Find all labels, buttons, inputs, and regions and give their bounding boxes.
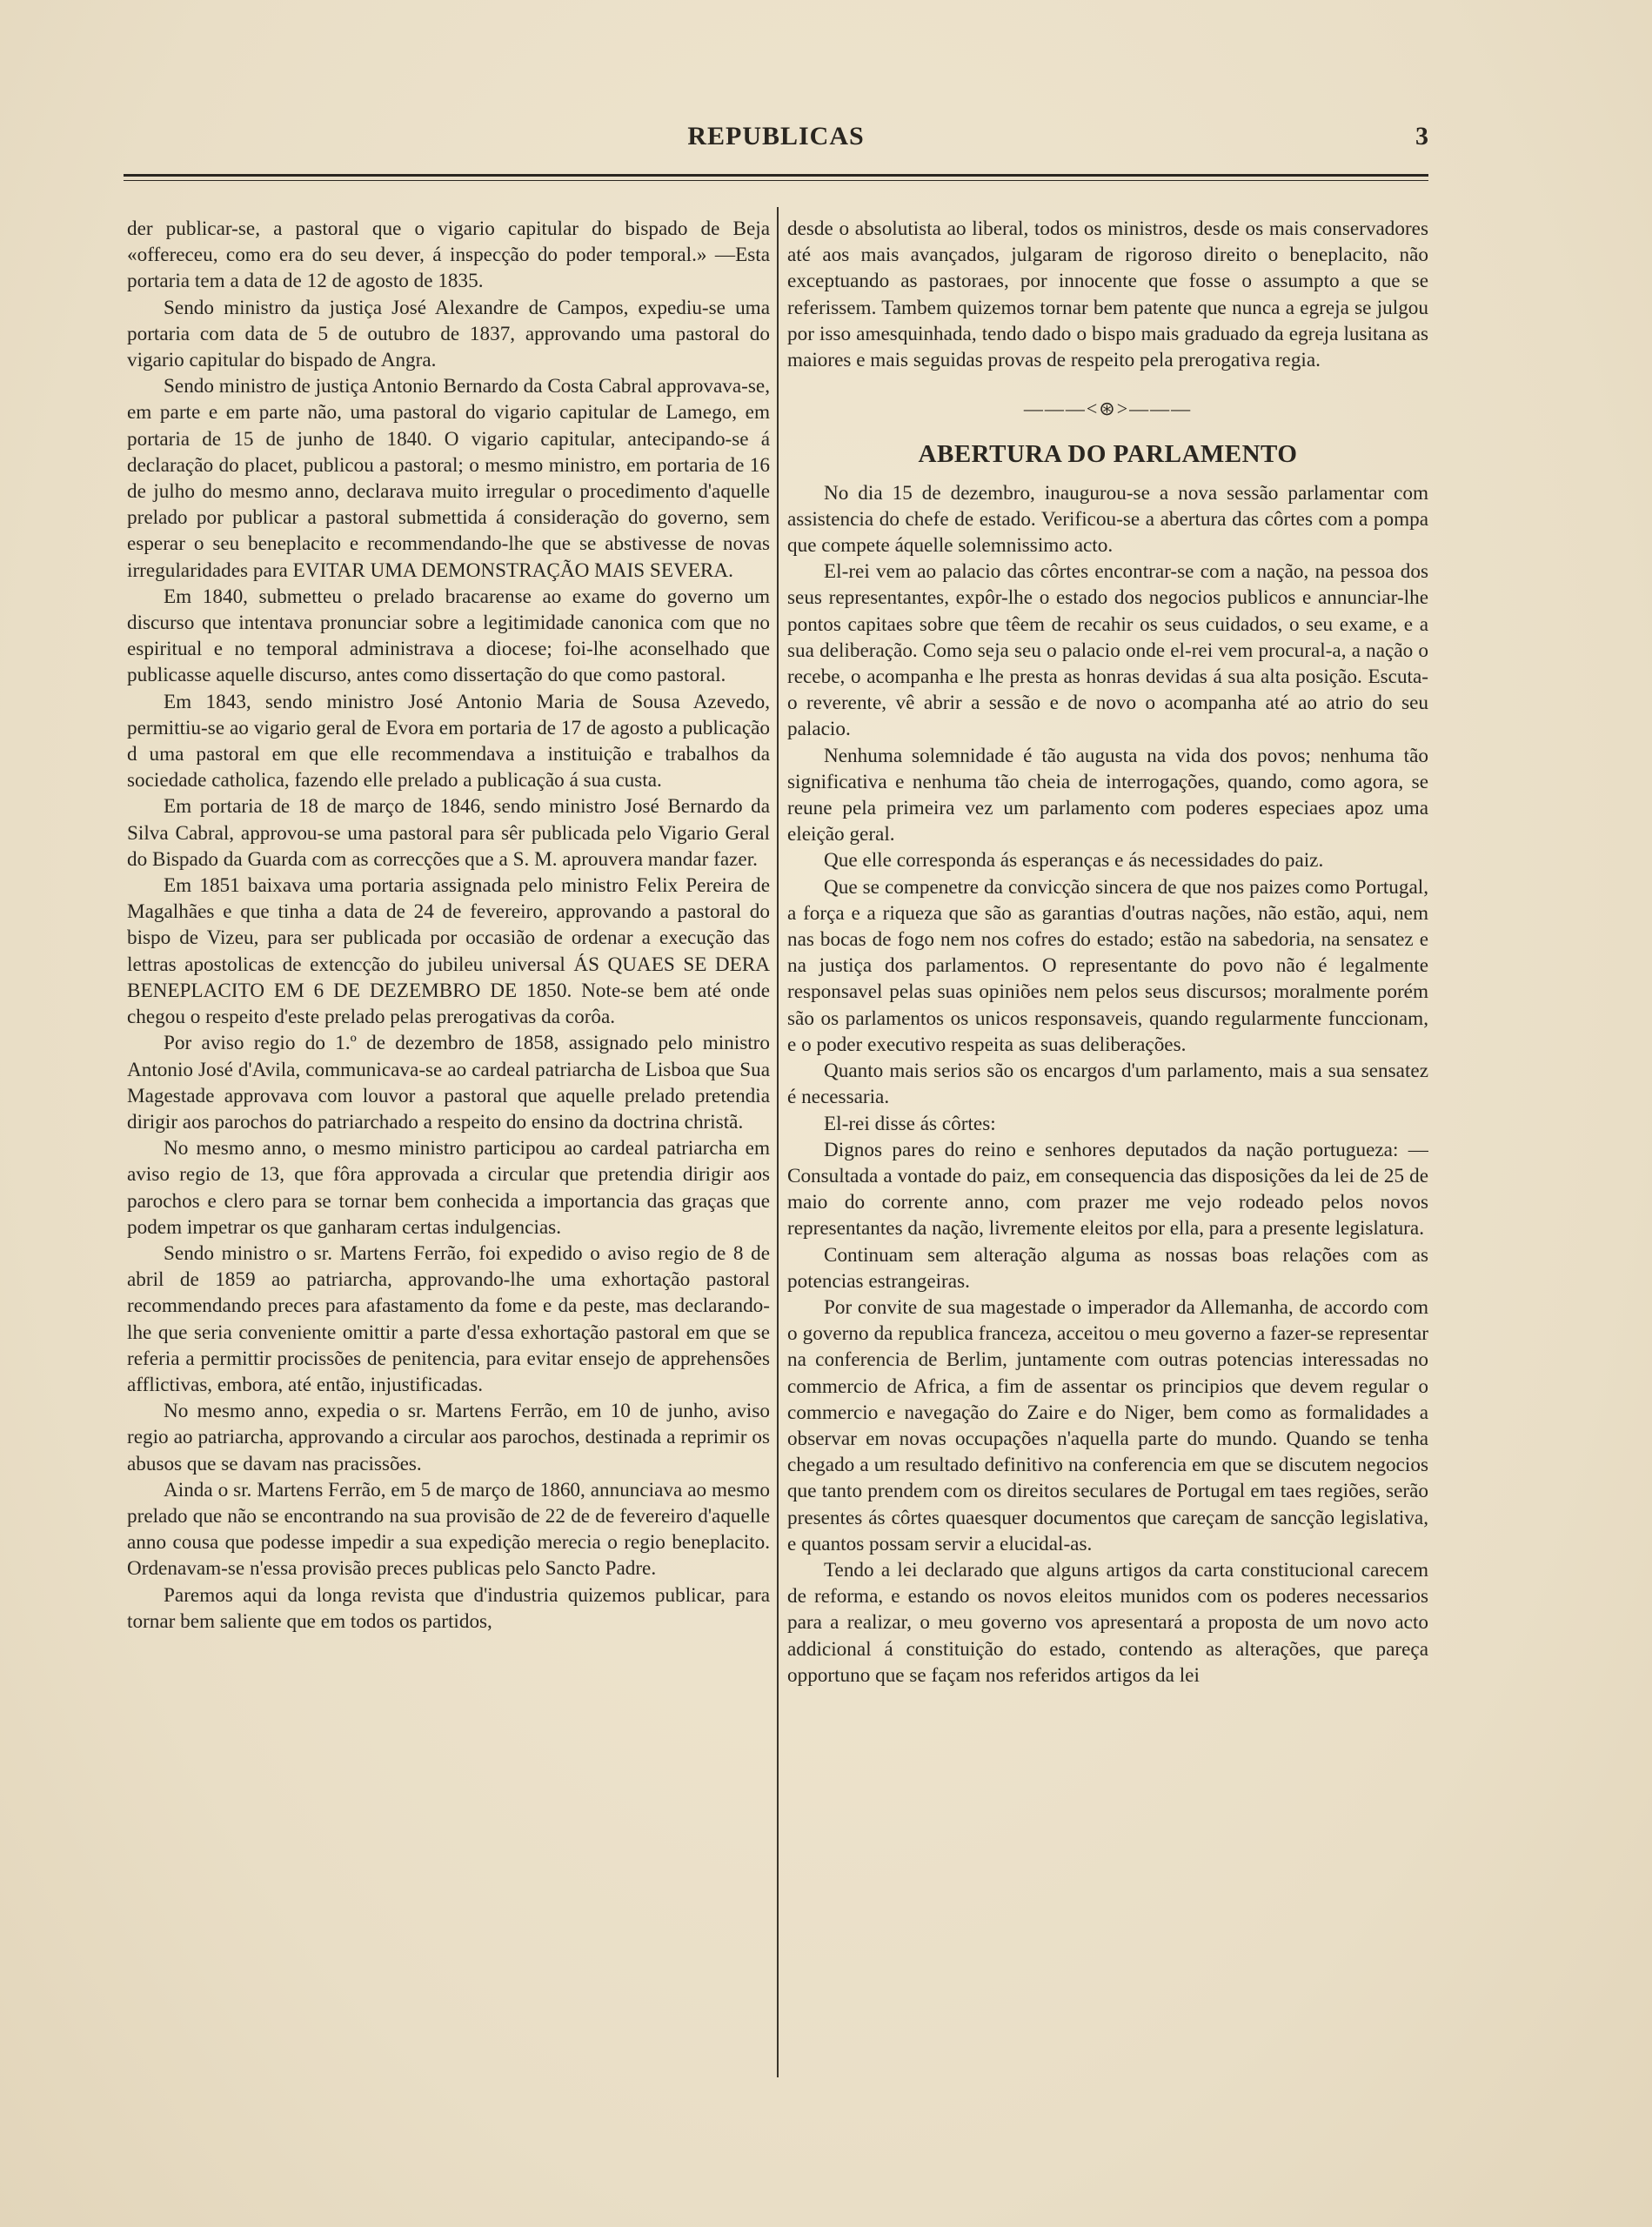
- paragraph: Que se compenetre da convicção sincera de que nos paizes como Portugal, a força e a riqueza que são as garantias d'outras nações, não estão, aqui, nem nas bocas de fogo nem nos cofres do estado; estão na sabedoria, na sensatez e na justiça dos parlamentos. O representante do povo não é legalmente responsavel pelas suas opiniões nem pelos seus discursos; moralmente porém são os parlamentos os unicos responsaveis, quando regularmente funccionam, e o poder executivo respeita as suas deliberações.: [787, 875, 1428, 1056]
- paragraph: Por convite de sua magestade o imperador da Allemanha, de accordo com o governo da republica franceza, acceitou o meu governo a fazer-se representar na conferencia de Berlim, juntamente com outras potencias interessadas no commercio de Africa, a fim de assentar os principios que devem regular o commercio e navegação do Zaire e do Niger, bem como as formalidades a observar em novas occupações n'aquella parte do mundo. Quando se tenha chegado a um resultado definitivo na conferencia em que se discutem negocios que tanto prendem com os direitos seculares de Portugal em taes regiões, serão presentes ás côrtes quaesquer documentos que careçam de sancção legislativa, e quantos possam servir a elucidal-as.: [787, 1295, 1428, 1555]
- left-column: [127, 216, 770, 2086]
- paragraph: Continuam sem alteração alguma as nossas boas relações com as potencias estrangeiras.: [787, 1243, 1428, 1293]
- paragraph: No mesmo anno, expedia o sr. Martens Ferrão, em 10 de junho, aviso regio ao patriarcha, approvando a circular aos parochos, destinada a reprimir os abusos que se davam nas pracissões.: [127, 1400, 770, 1475]
- paragraph: El-rei disse ás côrtes:: [824, 1112, 996, 1135]
- right-column: [787, 216, 1428, 2086]
- paragraph: No dia 15 de dezembro, inaugurou-se a nova sessão parlamentar com assistencia do chefe de estado. Verificou-se a abertura das côrtes com a pompa que compete áquelle solemnissimo acto.: [787, 481, 1428, 558]
- paragraph: Dignos pares do reino e senhores deputados da nação portugueza: —Consultada a vontade do paiz, em consequencia das disposições da lei de 25 de maio do corrente anno, com prazer me vejo rodeado pelos novos representantes da nação, livremente eleitos por ella, para a presente legislatura.: [787, 1138, 1428, 1241]
- paragraph: Tendo a lei declarado que alguns artigos da carta constitucional carecem de reforma, e estando os novos eleitos munidos com os poderes necessarios para a realizar, o meu governo vos apresentará a proposta de um novo acto addicional á constituição do estado, contendo as alterações, que pareça opportuno que se façam nos referidos artigos da lei: [787, 1558, 1428, 1687]
- header-rule-thick: [124, 174, 1428, 177]
- running-title: REPUBLICAS: [687, 122, 865, 150]
- paragraph: Sendo ministro da justiça José Alexandre de Campos, expediu-se uma portaria com data de 5 de outubro de 1837, approvando uma pastoral do vigario capitular do bispado de Angra.: [127, 296, 770, 372]
- section-ornament: ———<⊛>———: [1023, 398, 1193, 420]
- paragraph: Sendo ministro o sr. Martens Ferrão, foi expedido o aviso regio de 8 de abril de 1859 ao patriarcha, approvando-lhe uma exhortação pastoral recommendando preces para afastamento da fome e da peste, mas declarando-lhe que seria conveniente omittir a parte d'essa exhortação pastoral em que se referia a permittir procissões de penitencia, para evitar ensejo de apprehensões afflictivas, embora, até então, injustificadas.: [127, 1241, 770, 1396]
- paragraph: Em portaria de 18 de março de 1846, sendo ministro José Bernardo da Silva Cabral, approvou-se uma pastoral para sêr publicada pelo Vigario Geral do Bispado da Guarda com as correcções que a S. M. aprouvera mandar fazer.: [127, 795, 770, 871]
- paragraph: Paremos aqui da longa revista que d'industria quizemos publicar, para tornar bem saliente que em todos os partidos,: [127, 1583, 770, 1633]
- page-header: [124, 122, 1428, 157]
- paragraph: Que elle corresponda ás esperanças e ás necessidades do paiz.: [824, 849, 1324, 873]
- paragraph: No mesmo anno, o mesmo ministro participou ao cardeal patriarcha em aviso regio de 13, que fôra approvada a circular que pretendia dirigir aos parochos e clero para se tornar bem conhecida a importancia das graças que podem impetrar os que ganharam certas indulgencias.: [127, 1137, 770, 1239]
- page-number: 3: [1415, 122, 1428, 150]
- paragraph: Sendo ministro de justiça Antonio Bernardo da Costa Cabral approvava-se, em parte e em parte não, uma pastoral do vigario capitular de Lamego, em portaria de 15 de junho de 1840. O vigario capitular, antecipando-se á declaração do placet, publicou a pastoral; o mesmo ministro, em portaria de 16 de julho do mesmo anno, declarava muito irregular o procedimento d'aquelle prelado por publicar a pastoral submettida á consideração do governo, sem esperar o seu beneplacito e recommendando-lhe que se abstivesse de novas irregularidades para EVITAR UMA DEMONSTRAÇÃO MAIS SEVERA.: [127, 375, 770, 582]
- section-title: ABERTURA DO PARLAMENTO: [918, 440, 1298, 469]
- article-body: [787, 480, 1428, 1689]
- paragraph: Em 1851 baixava uma portaria assignada pelo ministro Felix Pereira de Magalhães e que tinha a data de 24 de fevereiro, approvando a pastoral do bispo de Vizeu, para ser publicada por occasião de ordenar a execução das lettras apostolicas de extencção do jubileu universal ÁS QUAES SE DERA BENEPLACITO EM 6 DE DEZEMBRO DE 1850. Note-se bem até onde chegou o respeito d'este prelado pelas prerogativas da corôa.: [127, 874, 770, 1029]
- paragraph: Por aviso regio do 1.º de dezembro de 1858, assignado pelo ministro Antonio José d'Avila, communicava-se ao cardeal patriarcha de Lisboa que Sua Magestade approvava com louvor a pastoral que aquelle prelado pretendia dirigir aos parochos do patriarchado a respeito do ensino da doctrina christã.: [127, 1032, 770, 1134]
- paragraph: Em 1843, sendo ministro José Antonio Maria de Sousa Azevedo, permittiu-se ao vigario geral de Evora em portaria de 17 de agosto a publicação d uma pastoral em que elle recommendava a instituição e trabalhos da sociedade catholica, fazendo elle prelado a publicação á sua custa.: [127, 690, 770, 792]
- paragraph: El-rei vem ao palacio das côrtes encontrar-se com a nação, na pessoa dos seus representantes, expôr-lhe o estado dos negocios publicos e annunciar-lhe pontos capitaes sobre que têem de recahir os seus cuidados, o seu exame, e a sua deliberação. Como seja seu o palacio onde el-rei vem procural-a, a nação o recebe, o acompanha e lhe presta as honras devidas á sua alta posição. Escuta-o reverente, vê abrir a sessão e de novo o acompanha até ao atrio do seu palacio.: [787, 560, 1428, 741]
- header-rule-thin: [124, 180, 1428, 181]
- paragraph: Em 1840, submetteu o prelado bracarense ao exame do governo um discurso que intentava pronunciar sobre a legitimidade canonica com que no espiritual e no temporal administrava a diocese; foi-lhe aconselhado que publicasse aquelle discurso, antes como dissertação do que como pastoral.: [127, 585, 770, 687]
- paragraph: der publicar-se, a pastoral que o vigario capitular do bispado de Beja «offereceu, como era do seu dever, á inspecção do poder temporal.» —Esta portaria tem a data de 12 de agosto de 1835.: [127, 217, 770, 293]
- paragraph: Quanto mais serios são os encargos d'um parlamento, mais a sua sensatez é necessaria.: [787, 1060, 1428, 1109]
- paragraph: desde o absolutista ao liberal, todos os ministros, desde os mais conservadores até aos mais avançados, julgaram de rigoroso direito o beneplacito, não exceptuando as pastoraes, por innocente que fosse o assumpto a que se referissem. Tambem quizemos tornar bem patente que nunca a egreja se julgou por isso amesquinhada, tendo dado o bispo mais graduado da egreja lusitana as maiores e mais seguidas provas de respeito pela prerogativa regia.: [787, 217, 1428, 372]
- paragraph: Ainda o sr. Martens Ferrão, em 5 de março de 1860, annunciava ao mesmo prelado que não se encontrando na sua provisão de 22 de de fevereiro d'aquelle anno cousa que podesse impedir a sua expedição merecia o regio beneplacito. Ordenavam-se n'essa provisão preces publicas pelo Sancto Padre.: [127, 1478, 770, 1581]
- paragraph: Nenhuma solemnidade é tão augusta na vida dos povos; nenhuma tão significativa e nenhuma tão cheia de interrogações, quando, como agora, se reune pela primeira vez um parlamento com poderes especiaes apoz uma eleição geral.: [787, 744, 1428, 846]
- column-divider: [777, 207, 779, 2077]
